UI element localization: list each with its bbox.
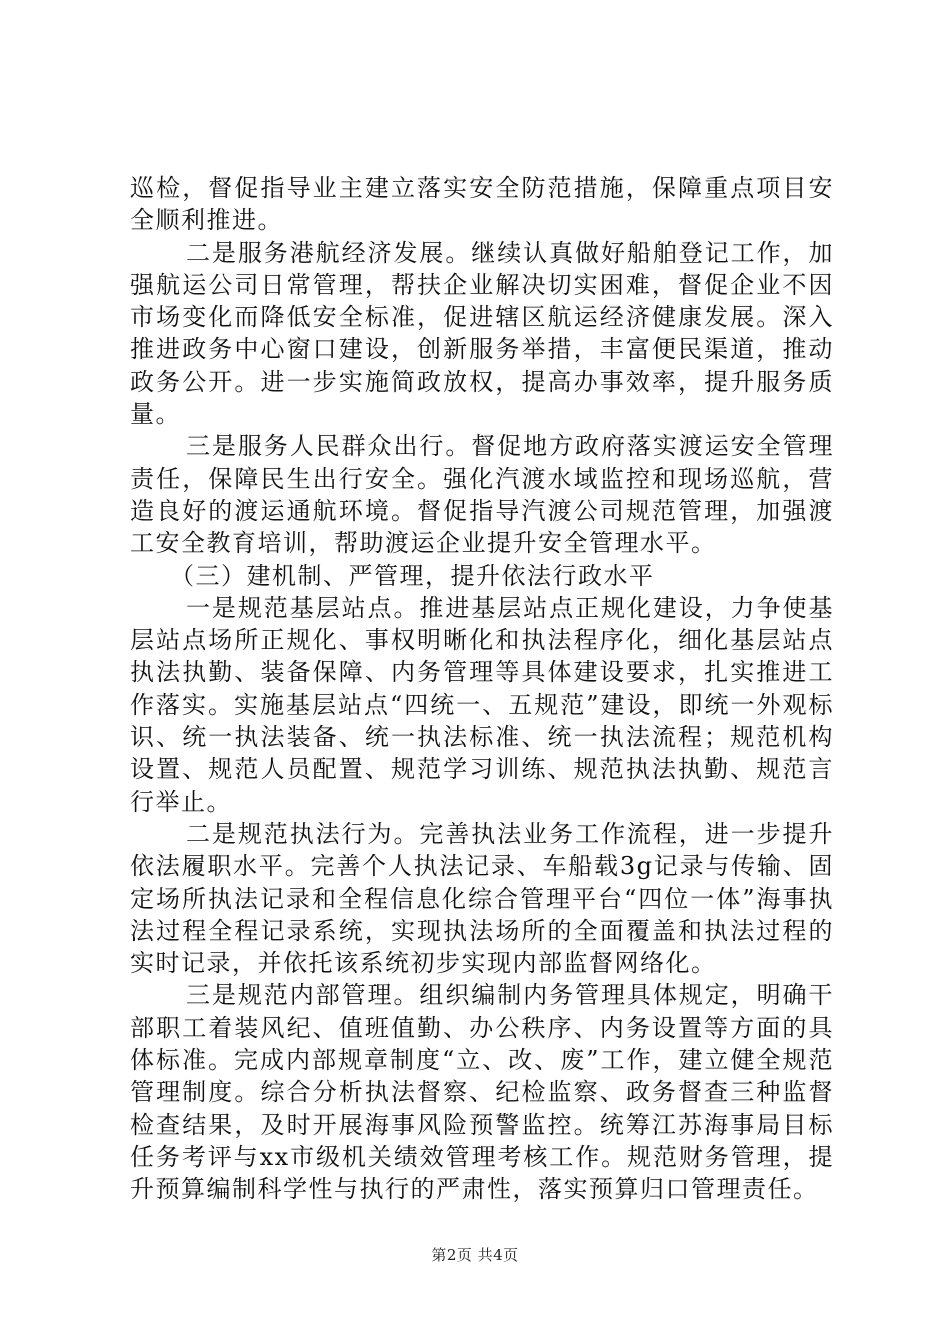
paragraph-continuation: 巡检，督促指导业主建立落实安全防范措施，保障重点项目安全顺利推进。: [130, 174, 834, 235]
paragraph-internal-management: 三是规范内部管理。组织编制内务管理具体规定，明确干部职工着装风纪、值班值勤、办公秩序、内务设置等方面的具体标准。完成内部规章制度“立、改、废”工作，建立健全规范管理制度。综合分析执法督察、纪检监察、政务督查三种监督检查结果，及时开展海事风险预警监控。统筹江苏海事局目标任务考评与xx市级机关绩效管理考核工作。规范财务管理，提升预算编制科学性与执行的严肃性，落实预算归口管理责任。: [130, 981, 834, 1204]
page-number-footer: 第2页 共4页: [431, 1246, 519, 1264]
paragraph-port-shipping-economy: 二是服务港航经济发展。继续认真做好船舶登记工作，加强航运公司日常管理，帮扶企业解决切实困难，督促企业不因市场变化而降低安全标准，促进辖区航运经济健康发展。深入推进政务中心窗口建设，创新服务举措，丰富便民渠道，推动政务公开。进一步实施简政放权，提高办事效率，提升服务质量。: [130, 238, 834, 429]
paragraph-grassroots-stations: 一是规范基层站点。推进基层站点正规化建设，力争使基层站点场所正规化、事权明晰化和执法程序化，细化基层站点执法执勤、装备保障、内务管理等具体建设要求，扎实推进工作落实。实施基层站点“四统一、五规范”建设，即统一外观标识、统一执法装备、统一执法标准、统一执法流程；规范机构设置、规范人员配置、规范学习训练、规范执法执勤、规范言行举止。: [130, 593, 834, 816]
section-heading: （三）建机制、严管理，提升依法行政水平: [170, 561, 655, 590]
document-body: [130, 172, 834, 1206]
paragraph-law-enforcement: 二是规范执法行为。完善执法业务工作流程，进一步提升依法履职水平。完善个人执法记录、车船载3g记录与传输、固定场所执法记录和全程信息化综合管理平台“四位一体”海事执法过程全程记录系统，实现执法场所的全面覆盖和执法过程的实时记录，并依托该系统初步实现内部监督网络化。: [130, 819, 834, 978]
paragraph-public-travel: 三是服务人民群众出行。督促地方政府落实渡运安全管理责任，保障民生出行安全。强化汽渡水域监控和现场巡航，营造良好的渡运通航环境。督促指导汽渡公司规范管理，加强渡工安全教育培训，帮助渡运企业提升安全管理水平。: [130, 432, 834, 558]
